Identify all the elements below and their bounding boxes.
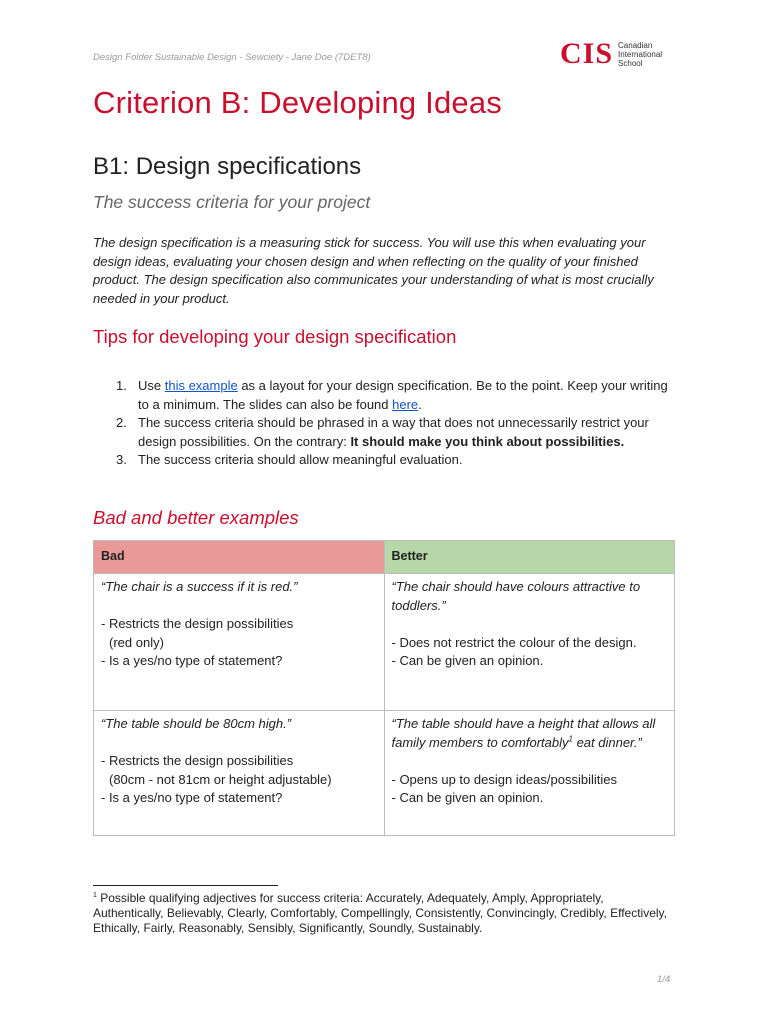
logo-line: International bbox=[618, 49, 663, 59]
tip-text: The success criteria should allow meaningful evaluation. bbox=[138, 452, 463, 467]
list-item bbox=[116, 451, 681, 470]
better-cell bbox=[384, 574, 675, 711]
bad-note: - Restricts the design possibilities bbox=[101, 616, 294, 631]
section-heading: B1: Design specifications bbox=[93, 153, 362, 180]
quote-text: “The table should have a height that allows all family members to comfortably bbox=[391, 716, 656, 750]
better-quote bbox=[392, 715, 668, 752]
intro-paragraph: The design specification is a measuring stick for success. You will use this when evaluating your design ideas, evaluating your chosen design and when reflecting on the quality of your finished product. The design specification also communicates your understanding of what is most crucially needed in your product. bbox=[93, 235, 654, 306]
tip-text: Use bbox=[138, 378, 165, 393]
table-row bbox=[94, 711, 675, 836]
tips-list bbox=[116, 377, 681, 470]
running-header: Design Folder Sustainable Design - Sewciety - Jane Doe (7DET8) bbox=[93, 52, 371, 63]
table-row bbox=[94, 574, 675, 711]
bad-note: - Is a yes/no type of statement? bbox=[101, 790, 283, 805]
better-quote: “The chair should have colours attractive to toddlers.” bbox=[391, 579, 641, 613]
examples-table bbox=[93, 540, 675, 836]
logo-wordmark bbox=[618, 41, 662, 68]
footnote-divider bbox=[93, 885, 278, 886]
tip-text: The success criteria should be phrased in a way that does not unnecessarily restrict your design possibilities. On the contrary: bbox=[138, 415, 649, 449]
better-cell bbox=[384, 711, 675, 836]
examples-heading: Bad and better examples bbox=[93, 507, 299, 528]
logo-mark: CIS bbox=[560, 37, 614, 70]
column-header-bad: Bad bbox=[94, 541, 385, 574]
bad-cell bbox=[94, 711, 385, 836]
bad-quote: “The chair is a success if it is red.” bbox=[101, 579, 298, 594]
footnote-ref: 1 bbox=[568, 734, 573, 744]
footnote-text: Possible qualifying adjectives for success criteria: Accurately, Adequately, Amply, Appropriately, Authentically, Believably, Clearly, Comfortably, Compellingly, Consistently, Convincingly, Credibly, Effectively, Ethically, Fairly, Reasonably, Sensibly, Significantly, Soundly, Sustainably. bbox=[93, 891, 668, 935]
bad-note: (80cm - not 81cm or height adjustable) bbox=[109, 771, 332, 787]
here-link[interactable]: here bbox=[392, 396, 419, 412]
tip-emphasis: It should make you think about possibilities. bbox=[350, 433, 625, 449]
list-number: 3. bbox=[116, 452, 127, 467]
better-note: - Opens up to design ideas/possibilities bbox=[391, 771, 617, 787]
bad-cell bbox=[94, 574, 385, 711]
section-subtitle: The success criteria for your project bbox=[93, 192, 371, 212]
better-note: - Can be given an opinion. bbox=[391, 653, 544, 668]
bad-note: - Restricts the design possibilities bbox=[101, 753, 294, 768]
tip-text: as a layout for your design specification. Be to the point. Keep your writing to a minimum. The slides can also be found bbox=[138, 378, 668, 412]
logo-line: Canadian bbox=[618, 40, 653, 50]
column-header-better: Better bbox=[384, 541, 675, 574]
bad-quote: “The table should be 80cm high.” bbox=[101, 716, 292, 731]
footnote-mark: 1 bbox=[93, 892, 97, 899]
tips-heading: Tips for developing your design specification bbox=[93, 326, 457, 347]
tip-text: . bbox=[418, 396, 422, 412]
cis-logo bbox=[560, 37, 663, 70]
list-item bbox=[116, 377, 681, 414]
list-item bbox=[116, 414, 681, 451]
logo-line: School bbox=[618, 58, 643, 68]
better-note: - Can be given an opinion. bbox=[391, 790, 544, 805]
bad-note: (red only) bbox=[109, 634, 164, 650]
better-note: - Does not restrict the colour of the design. bbox=[391, 634, 637, 650]
footnote bbox=[93, 891, 675, 936]
quote-text: eat dinner.” bbox=[572, 734, 642, 750]
table-header-row bbox=[94, 541, 675, 574]
this-example-link[interactable]: this example bbox=[164, 378, 238, 393]
page-title: Criterion B: Developing Ideas bbox=[93, 85, 503, 120]
page-number: 1/4 bbox=[657, 974, 671, 985]
list-number: 2. bbox=[116, 415, 127, 430]
list-number: 1. bbox=[116, 378, 127, 393]
bad-note: - Is a yes/no type of statement? bbox=[101, 653, 283, 668]
